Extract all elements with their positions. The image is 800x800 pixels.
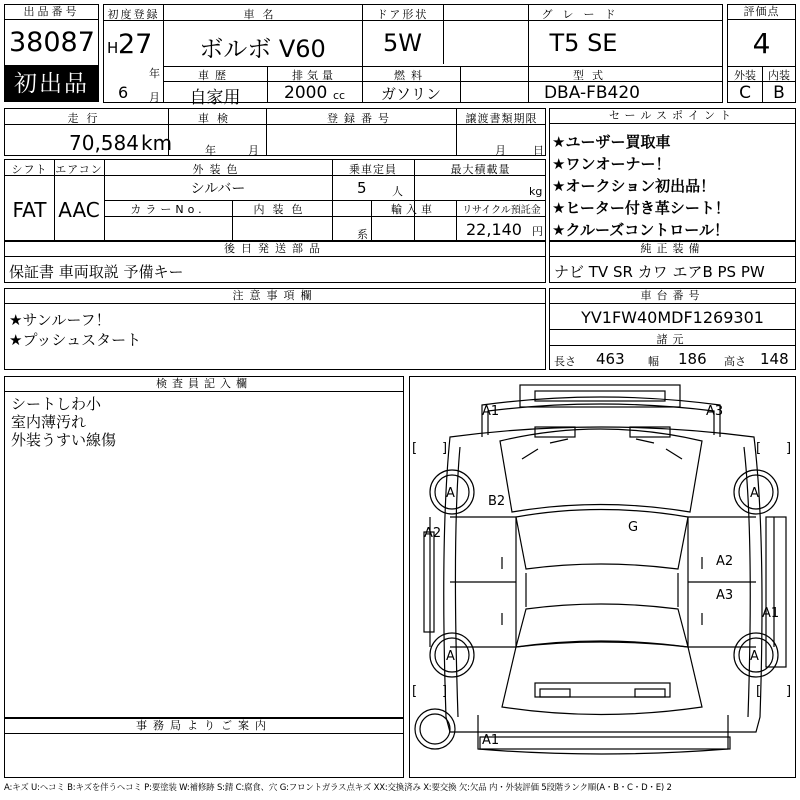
model-label: 型式 xyxy=(573,69,611,82)
grade-label: グレード xyxy=(541,8,626,21)
max-load-label: 最大積載量 xyxy=(450,163,511,176)
mark-a-front-right-wheel: A xyxy=(750,486,759,501)
chassis-number: YV1FW40MDF1269301 xyxy=(581,308,764,327)
inspector-box xyxy=(4,376,404,718)
equipment-label: 純正装備 xyxy=(550,242,795,257)
inspection-month-unit: 月 xyxy=(248,144,259,157)
lot-number: 38087 xyxy=(9,27,95,58)
bracket-2: ] xyxy=(442,441,448,456)
windshield xyxy=(516,510,688,570)
score-box xyxy=(727,4,796,103)
height-label: 高さ xyxy=(724,355,746,368)
sales-point-2: ★ワンオーナー！ xyxy=(552,155,671,173)
displacement-label: 排気量 xyxy=(292,69,337,82)
body-outline xyxy=(444,427,762,732)
door-label: ドア形状 xyxy=(376,8,429,21)
reg-month: 6 xyxy=(118,83,129,102)
recycle-unit: 円 xyxy=(532,225,543,238)
displacement: 2000 xyxy=(284,83,328,103)
interior-grade: B xyxy=(773,83,785,103)
equipment: ナビ TV SR カワ エアB PS PW xyxy=(554,263,765,281)
history-label: 車歴 xyxy=(198,69,232,82)
rear-bumper xyxy=(478,715,728,754)
dims-label: 諸元 xyxy=(656,333,689,346)
trunk xyxy=(502,641,702,715)
shift: FAT xyxy=(12,198,47,222)
color-no-label: カラーNo. xyxy=(130,203,206,216)
sales-point-5: ★クルーズコントロール！ xyxy=(552,221,729,239)
model-code: DBA-FB420 xyxy=(543,83,641,103)
sales-points-box xyxy=(549,108,796,241)
mark-a1-rear: A1 xyxy=(482,733,500,748)
mileage: 70,584 xyxy=(69,131,139,155)
history: 自家用 xyxy=(189,88,241,108)
mark-g: G xyxy=(628,520,639,535)
car-name: ボルボ V60 xyxy=(199,35,326,63)
fuel: ガソリン xyxy=(380,85,441,103)
transfer-label: 譲渡書類期限 xyxy=(465,112,538,125)
mark-a-front-left-wheel: A xyxy=(446,486,455,501)
import-label: 輸入車 xyxy=(391,203,436,216)
body-color: シルバー xyxy=(190,181,246,197)
reg-year-unit: 年 xyxy=(149,67,160,80)
mark-a-rear-right-wheel: A xyxy=(750,649,759,664)
capacity-unit: 人 xyxy=(392,185,403,198)
sales-point-3: ★オークション初出品！ xyxy=(552,177,716,195)
interior-color-unit: 系 xyxy=(357,228,368,241)
mark-a-rear-left-wheel: A xyxy=(446,649,455,664)
plate-label: 登録番号 xyxy=(327,112,395,125)
mark-a2-right: A2 xyxy=(716,554,734,569)
bracket-7: [ xyxy=(756,684,762,699)
damage-diagram xyxy=(409,376,796,778)
roof xyxy=(526,573,678,607)
first-reg-label: 初度登録 xyxy=(107,8,160,21)
mark-a1-right: A1 xyxy=(762,606,780,621)
first-listing-badge: 初出品 xyxy=(4,66,99,102)
fuel-label: 燃料 xyxy=(394,69,428,82)
vehicle-header-grid xyxy=(103,4,723,108)
sales-point-1: ★ユーザー買取車 xyxy=(552,133,671,151)
equipment-box xyxy=(549,241,796,283)
sales-point-4: ★ヒーター付き革シート！ xyxy=(552,199,730,217)
interior-color-label: 内装色 xyxy=(253,203,311,216)
spec-row xyxy=(4,159,546,241)
later-parts-label: 後日発送部品 xyxy=(5,242,545,257)
hood xyxy=(500,429,702,512)
width-label: 幅 xyxy=(648,355,659,368)
sales-points-label: セールスポイント xyxy=(550,109,795,124)
transfer-day-unit: 日 xyxy=(533,144,544,157)
mark-a3-right: A3 xyxy=(716,588,734,603)
bracket-8: ] xyxy=(786,684,792,699)
bracket-6: ] xyxy=(442,684,448,699)
reg-year: 27 xyxy=(118,29,153,60)
bracket-1: [ xyxy=(412,441,418,456)
later-parts: 保証書 車両取説 予備キー xyxy=(9,263,184,281)
era: H xyxy=(107,39,119,57)
mileage-row xyxy=(4,108,546,156)
color-label: 外装色 xyxy=(192,163,244,176)
legend: A:キズ U:ヘコミ B:キズを伴うヘコミ P:要塗装 W:補修跡 S:錆 C:腐食、穴 G:フロントガラス点キズ XX:交換済み X:要交換 欠:欠品 内・外装評価 5段階ランク順(A・B・C・D・E) 2 xyxy=(4,783,672,793)
front-bumper xyxy=(482,397,720,437)
inspection-label: 車検 xyxy=(198,112,236,125)
door-type: 5W xyxy=(383,29,422,57)
inspector-note-3: 外装うすい線傷 xyxy=(11,431,117,449)
mileage-unit: km xyxy=(141,131,173,155)
chassis-label: 車台番号 xyxy=(550,289,795,304)
chassis-box xyxy=(549,288,796,370)
inspector-note-1: シートしわ小 xyxy=(11,395,102,413)
inspector-note-2: 室内薄汚れ xyxy=(11,413,87,431)
interior-label: 内装 xyxy=(768,69,790,82)
displacement-unit: cc xyxy=(333,89,346,102)
caution-item-1: ★サンルーフ！ xyxy=(9,311,111,329)
inspector-label: 検査員記入欄 xyxy=(5,377,403,392)
ac-label: エアコン xyxy=(55,163,103,176)
bracket-3: [ xyxy=(756,441,762,456)
inspection-year-unit: 年 xyxy=(205,144,216,157)
capacity: 5 xyxy=(357,179,367,197)
ac: AAC xyxy=(58,198,100,222)
lot-number-label: 出品番号 xyxy=(5,5,98,20)
office-box xyxy=(4,718,404,778)
score: 4 xyxy=(752,27,771,60)
reg-month-unit: 月 xyxy=(149,91,160,104)
max-load-unit: kg xyxy=(529,185,543,198)
mark-b2: B2 xyxy=(488,494,506,509)
office-label: 事務局よりご案内 xyxy=(5,719,403,734)
lot-number-box xyxy=(4,4,99,66)
recycle-fee: 22,140 xyxy=(466,220,522,239)
height: 148 xyxy=(760,350,789,368)
caution-label: 注意事項欄 xyxy=(5,289,545,304)
later-parts-box xyxy=(4,241,546,283)
length: 463 xyxy=(596,350,625,368)
capacity-label: 乗車定員 xyxy=(349,163,397,176)
mark-a1-front-left: A1 xyxy=(482,404,500,419)
shift-label: シフト xyxy=(11,163,48,176)
car-name-label: 車名 xyxy=(243,8,282,21)
caution-item-2: ★プッシュスタート xyxy=(9,331,142,349)
grade: T5 SE xyxy=(549,29,618,57)
mark-a3-front-right: A3 xyxy=(706,404,724,419)
bracket-5: [ xyxy=(412,684,418,699)
mileage-label: 走行 xyxy=(67,112,106,125)
transfer-month-unit: 月 xyxy=(495,144,506,157)
mark-a2-left: A2 xyxy=(424,526,442,541)
exterior-label: 外装 xyxy=(734,69,756,82)
width: 186 xyxy=(678,350,707,368)
score-label: 評価点 xyxy=(728,5,795,20)
bracket-4: ] xyxy=(786,441,792,456)
length-label: 長さ xyxy=(554,355,576,368)
recycle-label: リサイクル預託金 xyxy=(462,205,541,216)
exterior-grade: C xyxy=(739,83,751,103)
caution-box xyxy=(4,288,546,370)
